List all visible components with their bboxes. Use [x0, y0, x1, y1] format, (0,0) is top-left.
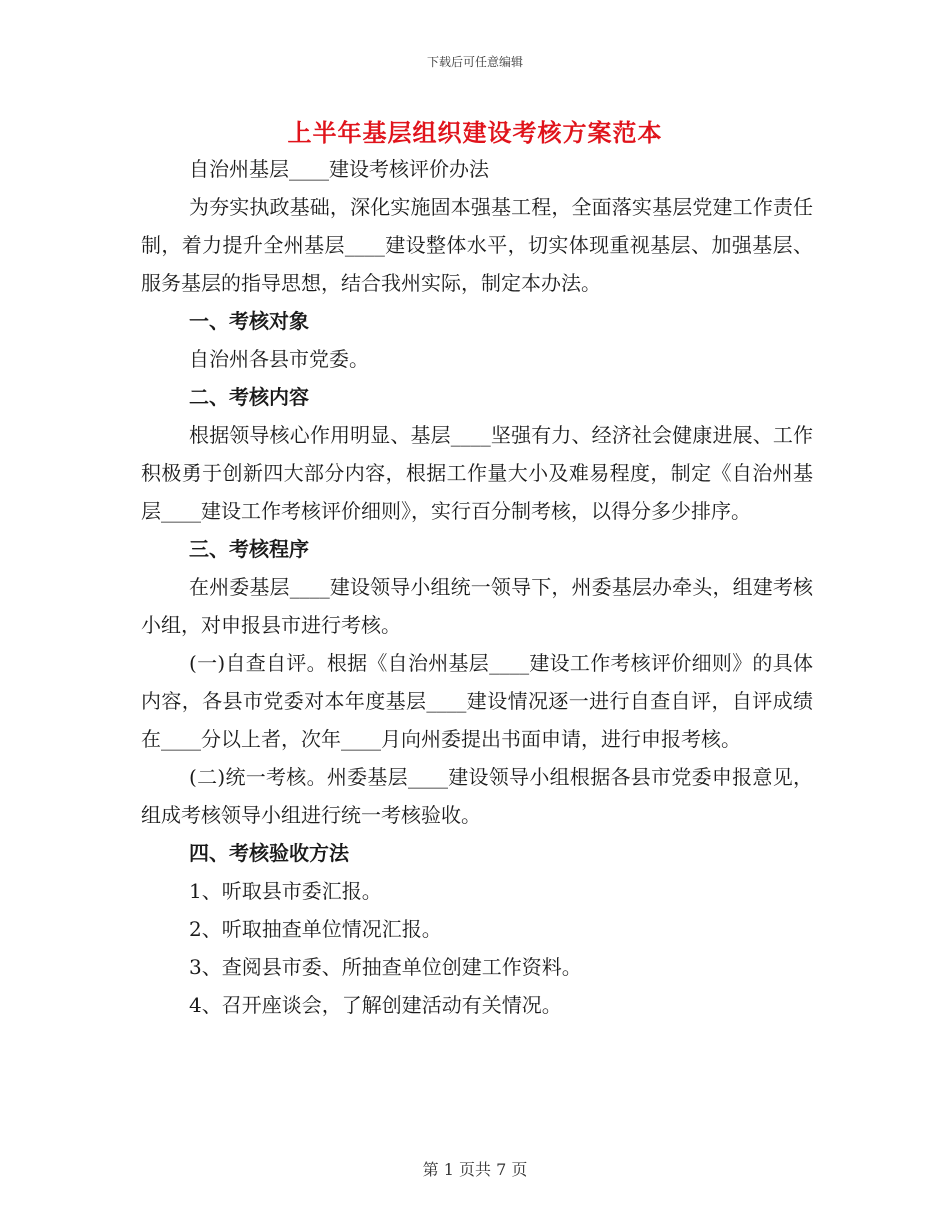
document-body [141, 150, 813, 1024]
paragraph-content: 根据领导核心作用明显、基层____坚强有力、经济社会健康进展、工作积极勇于创新四大部分内容，根据工作量大小及难易程度，制定《自治州基层____建设工作考核评价细则》，实行百分制考核，以得分多少排序。 [141, 423, 813, 523]
list-item-2: 2、听取抽查单位情况汇报。 [189, 917, 442, 941]
list-item-1: 1、听取县市委汇报。 [189, 879, 382, 903]
paragraph-unified-eval: (二)统一考核。州委基层____建设领导小组根据各县市党委申报意见，组成考核领导小组进行统一考核验收。 [141, 765, 813, 827]
document-title: 上半年基层组织建设考核方案范本 [287, 118, 663, 147]
page-footer: 第 1 页共 7 页 [422, 1160, 528, 1179]
section-heading-3: 三、考核程序 [189, 537, 309, 561]
list-item-4: 4、召开座谈会，了解创建活动有关情况。 [189, 993, 562, 1017]
section-heading-4: 四、考核验收方法 [189, 841, 349, 865]
section-heading-2: 二、考核内容 [189, 385, 309, 409]
section-heading-1: 一、考核对象 [189, 309, 309, 333]
paragraph-intro: 为夯实执政基础，深化实施固本强基工程，全面落实基层党建工作责任制，着力提升全州基层____建设整体水平，切实体现重视基层、加强基层、服务基层的指导思想，结合我州实际，制定本办法。 [141, 195, 813, 295]
paragraph-self-eval: (一)自查自评。根据《自治州基层____建设工作考核评价细则》的具体内容，各县市党委对本年度基层____建设情况逐一进行自查自评，自评成绩在____分以上者，次年____月向州委提出书面申请，进行申报考核。 [141, 651, 813, 751]
paragraph-subtitle: 自治州基层____建设考核评价办法 [189, 157, 489, 181]
paragraph-objects: 自治州各县市党委。 [189, 347, 369, 371]
list-item-3: 3、查阅县市委、所抽查单位创建工作资料。 [189, 955, 582, 979]
header-note: 下载后可任意编辑 [426, 55, 523, 69]
paragraph-procedure: 在州委基层____建设领导小组统一领导下，州委基层办牵头，组建考核小组，对申报县市进行考核。 [141, 575, 813, 637]
